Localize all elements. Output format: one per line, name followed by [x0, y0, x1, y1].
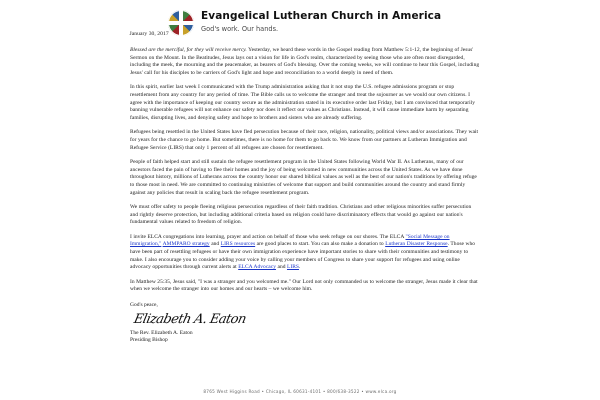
paragraph-1	[130, 47, 480, 77]
paragraph-5: We must offer safety to people fleeing religious persecution regardless of their faith tradition. Christians and other religious minorities suffer persecution and rightly deserve protection, but including additional criteria based on religion could have discriminatory effects that would go against our nation's fundamental values related to freedom of religion.	[130, 204, 472, 226]
paragraph-6-text-g: .	[298, 264, 301, 271]
link-lutheran-disaster-response[interactable]: Lutheran Disaster Response	[385, 241, 448, 248]
signer-name: The Rev. Elizabeth A. Eaton	[130, 329, 193, 336]
paragraph-1-text: Yesterday, we heard these words in the Gospel reading from Matthew 5:1-12, the beginning of Jesus' Sermon on the Mount. In the Beatitudes, Jesus lays out a vision for life in God's realm, characterized by seeing those who are often most disregarded, including the meek, the mourning and the peacemaker, as bearers of God's blessing. Over the coming weeks, we will continue to hear this Gospel, including Jesus' call for his disciples to be carriers of God's light and hope and reconciliation to a world deeply in need of them.	[130, 47, 480, 76]
handwritten-signature: Elizabeth A. Eaton	[132, 311, 248, 327]
paragraph-6-text-e: . Those who have been part of resettling refugees or have their own immigration experience have important stories to share with their communities and testimony to make. I also encourage you to consider adding your voice by calling your members of Congress to share your support for refugees and using online advocacy opportunities through current alerts at	[130, 241, 475, 271]
paragraph-6-text-d: are good places to start. You can also make a donation to	[255, 241, 386, 248]
paragraph-6-text-f: and	[275, 264, 287, 271]
organization-name: Evangelical Lutheran Church in America	[201, 10, 442, 22]
paragraph-7: In Matthew 25:35, Jesus said, "I was a stranger and you welcomed me." Our Lord not only commanded us to welcome the stranger, Jesus made it clear that when we welcome the stranger into our homes and our hearts – we welcome him.	[130, 278, 478, 293]
link-lirs[interactable]: LIRS	[286, 264, 299, 271]
paragraph-6-text-c: and	[209, 241, 221, 248]
link-ammparo-strategy[interactable]: AMMPARO strategy	[162, 241, 210, 248]
elca-shield-cross-icon	[168, 10, 194, 36]
paragraph-6	[130, 234, 480, 272]
paragraph-4: People of faith helped start and still sustain the refugee resettlement program in the United States following World War II. As Lutherans, many of our ancestors faced the pain of having to flee their homes and the joy of being welcomed in new communities across the United States. As we have done throughout history, millions of Lutherans across the country honor our shared biblical values as well as the best of our nation's traditions by offering refuge to those most in need. We are committed to continuing ministries of welcome that support and build communities around the country and stand firmly against any policies that result in scaling back the refugee resettlement program.	[130, 159, 477, 196]
paragraph-3: Refugees being resettled in the United States have fled persecution because of their race, religion, nationality, political views and/or associations. They wait for years for the chance to go home. But sometimes, there is no home for them to go back to. We know from our partners at Lutheran Immigration and Refugee Service (LIRS) that only 1 percent of all refugees are chosen for resettlement.	[130, 129, 479, 151]
wordmark	[201, 9, 441, 34]
organization-tagline: God's work. Our hands.	[201, 25, 279, 33]
scripture-quote: Blessed are the merciful, for they will receive mercy.	[130, 47, 247, 53]
closing-greeting: God's peace,	[130, 302, 158, 309]
link-lirs-resources[interactable]: LIRS resources	[220, 241, 256, 248]
letter-date: January 30, 2017	[129, 31, 169, 37]
paragraph-2: In this spirit, earlier last week I communicated with the Trump administration asking that it not stop the U.S. refugee admissions program or stop resettlement from any country for any period of time. The Bible calls us to welcome the stranger and treat the sojourner as we would our own citizens. I agree with the importance of keeping our country secure as the administration stated in its executive order last Friday, but I am convinced that temporarily banning vulnerable refugees will not enhance our safety nor does it reflect our values as Christians. Instead, it will cause immediate harm by separating families, disrupting lives, and denying safety and hope to brothers and sisters who are already suffering.	[130, 84, 475, 121]
link-elca-advocacy[interactable]: ELCA Advocacy	[238, 264, 276, 271]
signature-block	[0, 302, 600, 344]
footer-address: 8765 West Higgins Road • Chicago, IL 60631-4101 • 800/638-3522 • www.elca.org	[203, 389, 397, 394]
signer-title: Presiding Bishop	[130, 337, 168, 344]
logo-ring	[168, 10, 194, 36]
paragraph-6-text-a: I invite ELCA congregations into learning, prayer and action on behalf of those who seek refuge on our shores. The ELCA	[130, 233, 406, 240]
link-social-message-on-immigration[interactable]: "Social Message on Immigration,"	[130, 233, 450, 248]
letter-body	[0, 30, 600, 294]
